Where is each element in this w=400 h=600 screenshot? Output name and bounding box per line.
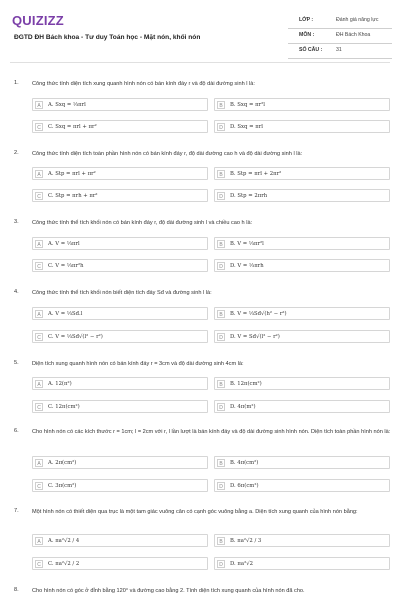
option-d[interactable] <box>214 259 390 272</box>
option-a[interactable] <box>32 456 208 469</box>
option-d[interactable] <box>214 479 390 492</box>
option-text: D. Sxq = πrl <box>230 124 263 130</box>
option-text: C. 3π(cm²) <box>48 483 77 489</box>
option-a[interactable] <box>32 307 208 320</box>
option-text: D. 4π(m²) <box>230 404 256 410</box>
option-d[interactable] <box>214 400 390 413</box>
option-text: B. V = ⅓Sđ√(h² − r²) <box>230 311 287 317</box>
option-letter: D <box>217 333 225 341</box>
meta-label: MÔN : <box>299 32 315 38</box>
option-letter: B <box>217 240 225 248</box>
option-b[interactable] <box>214 167 390 180</box>
option-text: D. V = ⅓πrh <box>230 263 264 269</box>
option-text: C. V = ⅓Sđ√(l² − r²) <box>48 334 103 340</box>
option-a[interactable] <box>32 534 208 547</box>
option-b[interactable] <box>214 98 390 111</box>
option-letter: B <box>217 310 225 318</box>
option-text: A. Sxq = ⅓πrl <box>48 102 86 108</box>
option-d[interactable] <box>214 120 390 133</box>
document-title: ĐGTD ĐH Bách khoa - Tư duy Toán học - Mặt nón, khối nón <box>14 34 201 41</box>
question-number: 5. <box>14 360 19 366</box>
option-letter: B <box>217 537 225 545</box>
question-number: 2. <box>14 150 19 156</box>
option-text: A. πa²√2 / 4 <box>48 538 80 544</box>
option-text: B. 4π(cm²) <box>230 460 259 466</box>
meta-label: SỐ CÂU : <box>299 47 323 53</box>
option-b[interactable] <box>214 534 390 547</box>
question-text: Cho hình nón có các kích thước r = 1cm; l = 2cm với r, l lần lượt là bán kính đáy và độ dài đường sinh hình nón. Diện tích toàn phần hình nón là: <box>32 429 391 435</box>
option-letter: D <box>217 192 225 200</box>
option-a[interactable] <box>32 377 208 390</box>
option-d[interactable] <box>214 330 390 343</box>
option-c[interactable] <box>32 557 208 570</box>
question-number: 6. <box>14 428 19 434</box>
option-b[interactable] <box>214 377 390 390</box>
option-letter: D <box>217 262 225 270</box>
option-text: B. V = ⅓πr²l <box>230 241 264 247</box>
option-letter: C <box>35 560 43 568</box>
option-letter: C <box>35 482 43 490</box>
option-d[interactable] <box>214 189 390 202</box>
meta-value: Đánh giá năng lực <box>336 17 379 23</box>
question-text: Cho hình nón có góc ở đỉnh bằng 120° và đường cao bằng 2. Tính diện tích xung quanh của hình nón đã cho. <box>32 588 305 594</box>
option-letter: C <box>35 123 43 131</box>
question-number: 8. <box>14 587 19 593</box>
meta-value: 31 <box>336 47 342 53</box>
option-b[interactable] <box>214 456 390 469</box>
option-c[interactable] <box>32 479 208 492</box>
header-divider <box>10 62 390 63</box>
option-text: D. Stp = 2πrh <box>230 193 268 199</box>
question-text: Công thức tính diện tích toàn phần hình nón có bán kính đáy r, độ dài đường cao h và độ dài đường sinh l là: <box>32 151 303 157</box>
option-text: B. 12π(cm²) <box>230 381 262 387</box>
option-letter: C <box>35 403 43 411</box>
option-letter: B <box>217 380 225 388</box>
option-letter: C <box>35 192 43 200</box>
option-text: A. 2π(cm²) <box>48 460 77 466</box>
meta-label: LỚP : <box>299 17 314 23</box>
option-d[interactable] <box>214 557 390 570</box>
option-text: C. πa²√2 / 2 <box>48 561 80 567</box>
option-text: B. Stp = πrl + 2πr² <box>230 171 282 177</box>
question-number: 4. <box>14 289 19 295</box>
meta-row-count <box>288 44 392 59</box>
option-text: D. πa²√2 <box>230 561 253 567</box>
option-b[interactable] <box>214 237 390 250</box>
option-letter: B <box>217 459 225 467</box>
question-text: Công thức tính thể tích khối nón có bán kính đáy r, độ dài đường sinh l và chiều cao h là: <box>32 220 253 226</box>
question-number: 1. <box>14 80 19 86</box>
option-text: C. V = ⅓πr²h <box>48 263 84 269</box>
option-letter: B <box>217 101 225 109</box>
option-text: A. V = ⅓Sđ.l <box>48 311 83 317</box>
option-letter: C <box>35 333 43 341</box>
option-c[interactable] <box>32 189 208 202</box>
option-text: D. V = Sđ√(l² − r²) <box>230 334 280 340</box>
option-letter: D <box>217 560 225 568</box>
option-letter: D <box>217 403 225 411</box>
question-text: Công thức tính thể tích khối nón biết diện tích đáy Sđ và đường sinh l là: <box>32 290 212 296</box>
option-letter: A <box>35 537 43 545</box>
option-text: A. Stp = πrl + πr² <box>48 171 96 177</box>
option-c[interactable] <box>32 120 208 133</box>
option-letter: D <box>217 482 225 490</box>
option-text: A. V = ⅓πrl <box>48 241 80 247</box>
option-letter: B <box>217 170 225 178</box>
option-a[interactable] <box>32 98 208 111</box>
question-text: Công thức tính diện tích xung quanh hình nón có bán kính đáy r và độ dài đường sinh l là: <box>32 81 255 87</box>
question-number: 7. <box>14 508 19 514</box>
quizizz-logo: QUIZIZZ <box>12 13 64 28</box>
question-text: Diện tích xung quanh hình nón có bán kính đáy r = 3cm và độ dài đường sinh 4cm là: <box>32 361 244 367</box>
option-b[interactable] <box>214 307 390 320</box>
question-text: Một hình nón có thiết diện qua trục là một tam giác vuông cân có cạnh góc vuông bằng a. Diện tích xung quanh của hình nón bằng: <box>32 509 358 515</box>
question-number: 3. <box>14 219 19 225</box>
meta-table <box>288 14 392 59</box>
option-letter: A <box>35 310 43 318</box>
option-c[interactable] <box>32 259 208 272</box>
option-letter: D <box>217 123 225 131</box>
option-a[interactable] <box>32 237 208 250</box>
option-letter: A <box>35 240 43 248</box>
option-letter: C <box>35 262 43 270</box>
option-text: C. 12π(cm²) <box>48 404 80 410</box>
option-letter: A <box>35 101 43 109</box>
option-letter: A <box>35 170 43 178</box>
page-header <box>0 0 400 62</box>
option-text: B. Sxq = πr²l <box>230 102 265 108</box>
option-text: C. Stp = πrh + πr² <box>48 193 98 199</box>
meta-row-subject <box>288 29 392 44</box>
option-text: C. Sxq = πrl + πr² <box>48 124 97 130</box>
meta-row-class <box>288 14 392 29</box>
meta-value: ĐH Bách Khoa <box>336 32 371 38</box>
option-c[interactable] <box>32 330 208 343</box>
option-text: B. πa²√2 / 3 <box>230 538 262 544</box>
option-text: D. 6π(cm²) <box>230 483 259 489</box>
option-letter: A <box>35 380 43 388</box>
option-a[interactable] <box>32 167 208 180</box>
option-c[interactable] <box>32 400 208 413</box>
option-letter: A <box>35 459 43 467</box>
option-text: A. 12(π²) <box>48 381 72 387</box>
